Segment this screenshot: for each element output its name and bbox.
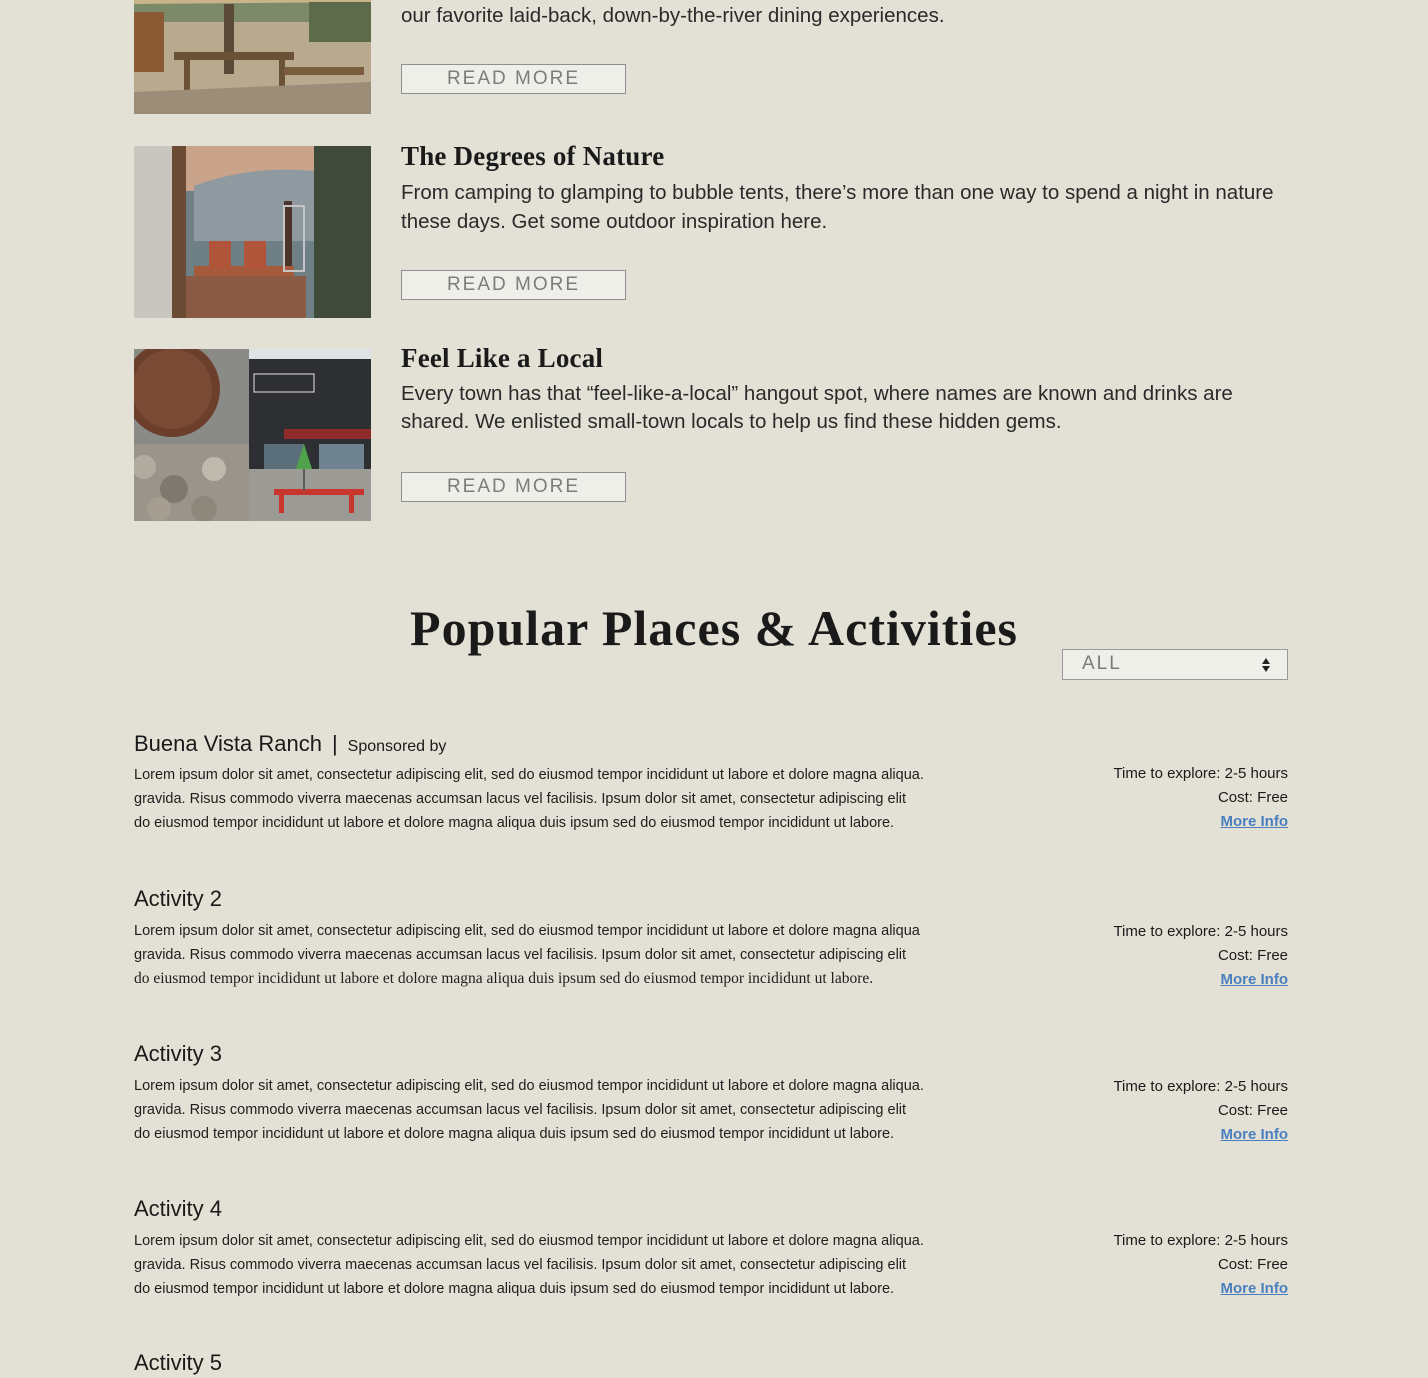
more-info-link[interactable]: More Info — [1220, 1126, 1288, 1143]
article-title[interactable]: Feel Like a Local — [401, 343, 604, 373]
activity-meta — [1113, 920, 1288, 992]
activity-name[interactable]: Buena Vista Ranch — [134, 731, 322, 756]
more-info-link[interactable]: More Info — [1220, 971, 1288, 988]
article-body — [401, 343, 1291, 436]
time-to-explore — [1113, 920, 1288, 944]
article-image-glamping-deck[interactable] — [134, 146, 371, 318]
description-line: do eiusmod tempor incididunt ut labore et dolore magna aliqua duis ipsum sed do eiusmod tempor incididunt ut labore. — [134, 815, 895, 831]
activity-description — [134, 1074, 1024, 1146]
time-to-explore — [1113, 762, 1288, 786]
article-title[interactable]: The Degrees of Nature — [401, 141, 665, 171]
sponsor-separator: | — [331, 731, 338, 756]
activity-name[interactable]: Activity 4 — [134, 1196, 223, 1221]
description-line: gravida. Risus commodo viverra maecenas accumsan lacus vel facilisis. Ipsum dolor sit amet, consectetur adipiscing elit — [134, 1102, 907, 1118]
activity-description — [134, 763, 1024, 835]
more-info-link[interactable]: More Info — [1220, 1280, 1288, 1297]
description-line: gravida. Risus commodo viverra maecenas accumsan lacus vel facilisis. Ipsum dolor sit amet, consectetur adipiscing elit — [134, 1257, 907, 1273]
sort-arrows-icon — [1261, 656, 1271, 674]
time-to-explore — [1113, 1229, 1288, 1253]
cost-label: Cost: — [1217, 789, 1253, 806]
activity-name[interactable]: Activity 2 — [134, 886, 223, 911]
description-line: gravida. Risus commodo viverra maecenas accumsan lacus vel facilisis. Ipsum dolor sit amet, consectetur adipiscing elit — [134, 791, 907, 807]
cost-label: Cost: — [1217, 947, 1253, 964]
article-card-feel-like-a-local — [134, 343, 1294, 521]
article-description: Every town has that “feel-like-a-local” hangout spot, where names are known and drinks are shared. We enlisted small-town locals to help us find these hidden gems. — [401, 382, 1233, 433]
activity-meta — [1113, 1229, 1288, 1301]
section-title-popular-places: Popular Places & Activities — [410, 600, 1018, 656]
cost — [1113, 944, 1288, 968]
article-description: From camping to glamping to bubble tents, there’s more than one way to spend a night in nature these days. Get some outdoor inspiration here. — [401, 181, 1274, 233]
cost-label: Cost: — [1217, 1102, 1253, 1119]
description-line: Lorem ipsum dolor sit amet, consectetur adipiscing elit, sed do eiusmod tempor incididunt ut labore et dolore magna aliqua. — [134, 1078, 924, 1094]
cost-value: Free — [1257, 947, 1288, 964]
time-value: 2-5 hours — [1224, 765, 1288, 782]
article-body — [401, 141, 1291, 236]
patio-photo — [134, 0, 371, 114]
cost-value: Free — [1257, 789, 1288, 806]
cost-label: Cost: — [1217, 1256, 1253, 1273]
read-more-button[interactable]: READ MORE — [401, 64, 626, 94]
article-image-brewery[interactable] — [134, 349, 371, 521]
activity-header — [134, 1348, 1288, 1378]
cost — [1113, 1099, 1288, 1123]
activity-name[interactable]: Activity 3 — [134, 1041, 223, 1066]
time-value: 2-5 hours — [1224, 1232, 1288, 1249]
cost-value: Free — [1257, 1256, 1288, 1273]
time-label: Time to explore: — [1113, 765, 1221, 782]
activity-item — [134, 1348, 1288, 1378]
time-value: 2-5 hours — [1224, 923, 1288, 940]
activity-meta — [1113, 762, 1288, 834]
activity-header — [134, 1039, 1288, 1069]
activity-item — [134, 729, 1288, 831]
activity-description — [134, 1229, 1024, 1301]
description-line: gravida. Risus commodo viverra maecenas accumsan lacus vel facilisis. Ipsum dolor sit amet, consectetur adipiscing elit — [134, 947, 907, 963]
description-line: do eiusmod tempor incididunt ut labore et dolore magna aliqua duis ipsum sed do eiusmod tempor incididunt ut labore. — [134, 1126, 895, 1142]
description-line: Lorem ipsum dolor sit amet, consectetur adipiscing elit, sed do eiusmod tempor incididunt ut labore et dolore magna aliqua — [134, 923, 920, 939]
time-label: Time to explore: — [1113, 1078, 1221, 1095]
time-label: Time to explore: — [1113, 1232, 1221, 1249]
description-line: Lorem ipsum dolor sit amet, consectetur adipiscing elit, sed do eiusmod tempor incididunt ut labore et dolore magna aliqua. — [134, 767, 924, 783]
cost-value: Free — [1257, 1102, 1288, 1119]
activity-header — [134, 884, 1288, 914]
article-card-degrees-of-nature — [134, 141, 1294, 318]
read-more-button[interactable]: READ MORE — [401, 270, 626, 300]
category-filter-select[interactable] — [1062, 649, 1288, 680]
activity-description — [134, 919, 1024, 991]
article-card-dining — [134, 0, 1294, 114]
sponsored-by-label: Sponsored by — [347, 738, 447, 755]
time-to-explore — [1113, 1075, 1288, 1099]
cost — [1113, 1253, 1288, 1277]
activity-item — [134, 1194, 1288, 1297]
filter-selected-value: ALL — [1082, 653, 1122, 674]
glamping-deck-photo — [134, 146, 371, 318]
activity-header — [134, 729, 1288, 759]
more-info-link[interactable]: More Info — [1220, 813, 1288, 830]
activity-item — [134, 1039, 1288, 1143]
activity-item — [134, 884, 1288, 988]
time-value: 2-5 hours — [1224, 1078, 1288, 1095]
description-line: do eiusmod tempor incididunt ut labore et dolore magna aliqua duis ipsum sed do eiusmod tempor incididunt ut labore. — [134, 970, 874, 987]
read-more-button[interactable]: READ MORE — [401, 472, 626, 502]
activity-name[interactable]: Activity 5 — [134, 1350, 223, 1375]
activity-meta — [1113, 1075, 1288, 1147]
brewery-photo — [134, 349, 371, 521]
activity-header — [134, 1194, 1288, 1224]
time-label: Time to explore: — [1113, 923, 1221, 940]
description-line: Lorem ipsum dolor sit amet, consectetur adipiscing elit, sed do eiusmod tempor incididunt ut labore et dolore magna aliqua. — [134, 1233, 924, 1249]
cost — [1113, 786, 1288, 810]
article-description: our favorite laid-back, down-by-the-river dining experiences. — [401, 4, 945, 27]
description-line: do eiusmod tempor incididunt ut labore et dolore magna aliqua duis ipsum sed do eiusmod tempor incididunt ut labore. — [134, 1281, 895, 1297]
article-image-riverside-patio[interactable] — [134, 0, 371, 114]
